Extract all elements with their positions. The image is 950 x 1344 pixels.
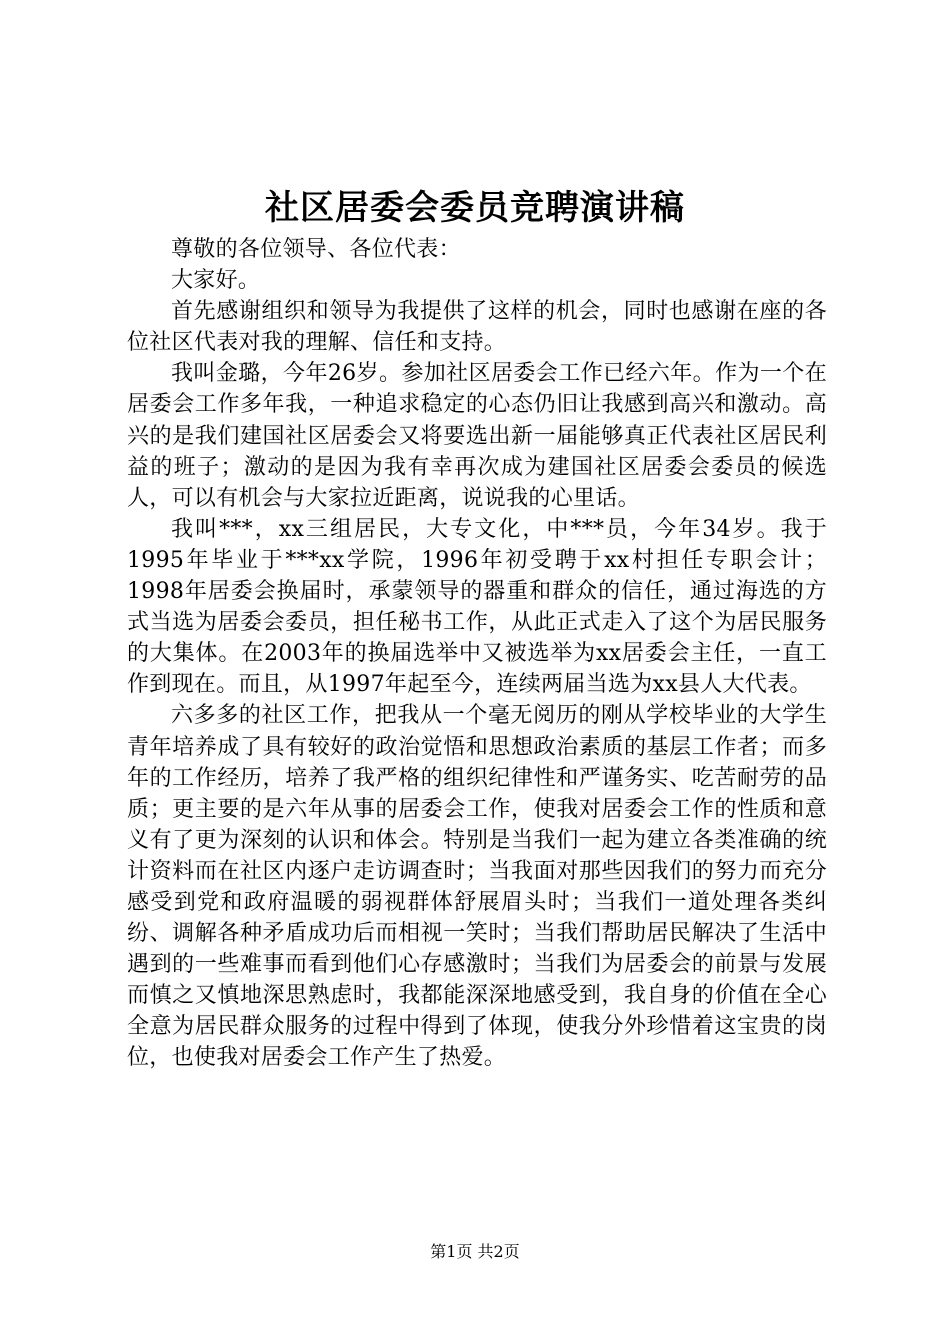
page-footer: 第1页 共2页: [430, 1242, 520, 1261]
paragraph-background: 我叫***，xx三组居民，大专文化，中***员，今年34岁。我于1995年毕业于***xx学院，1996年初受聘于xx村担任专职会计；1998年居委会换届时，承蒙领导的器重和群众的信任，通过海选的方式当选为居委会委员，担任秘书工作，从此正式走入了这个为居民服务的大集体。在2003年的换届选举中又被选举为xx居委会主任，一直工作到现在。而且，从1997年起至今，连续两届当选为xx县人大代表。: [127, 516, 827, 698]
paragraph-experience: 六多多的社区工作，把我从一个毫无阅历的刚从学校毕业的大学生青年培养成了具有较好的政治觉悟和思想政治素质的基层工作者；而多年的工作经历，培养了我严格的组织纪律性和严谨务实、吃苦耐劳的品质；更主要的是六年从事的居委会工作，使我对居委会工作的性质和意义有了更为深刻的认识和体会。特别是当我们一起为建立各类准确的统计资料而在社区内逐户走访调查时；当我面对那些因我们的努力而充分感受到党和政府温暖的弱视群体舒展眉头时；当我们一道处理各类纠纷、调解各种矛盾成功后而相视一笑时；当我们帮助居民解决了生活中遇到的一些难事而看到他们心存感激时；当我们为居委会的前景与发展而慎之又慎地深思熟虑时，我都能深深地感受到，我自身的价值在全心全意为居民群众服务的过程中得到了体现，使我分外珍惜着这宝贵的岗位，也使我对居委会工作产生了热爱。: [127, 703, 827, 1071]
paragraph-greeting: 大家好。: [171, 268, 261, 294]
paragraph-salutation: 尊敬的各位领导、各位代表：: [171, 237, 461, 262]
paragraph-introduction: 我叫金璐，今年26岁。参加社区居委会工作已经六年。作为一个在居委会工作多年我，一种追求稳定的心态仍旧让我感到高兴和激动。高兴的是我们建国社区居委会又将要选出新一届能够真正代表社区居民利益的班子；激动的是因为我有幸再次成为建国社区居委会委员的候选人，可以有机会与大家拉近距离，说说我的心里话。: [127, 361, 827, 511]
document-title: 社区居委会委员竞聘演讲稿: [265, 188, 685, 228]
paragraph-thanks: 首先感谢组织和领导为我提供了这样的机会，同时也感谢在座的各位社区代表对我的理解、信任和支持。: [127, 299, 827, 356]
document-body: [127, 234, 827, 1074]
